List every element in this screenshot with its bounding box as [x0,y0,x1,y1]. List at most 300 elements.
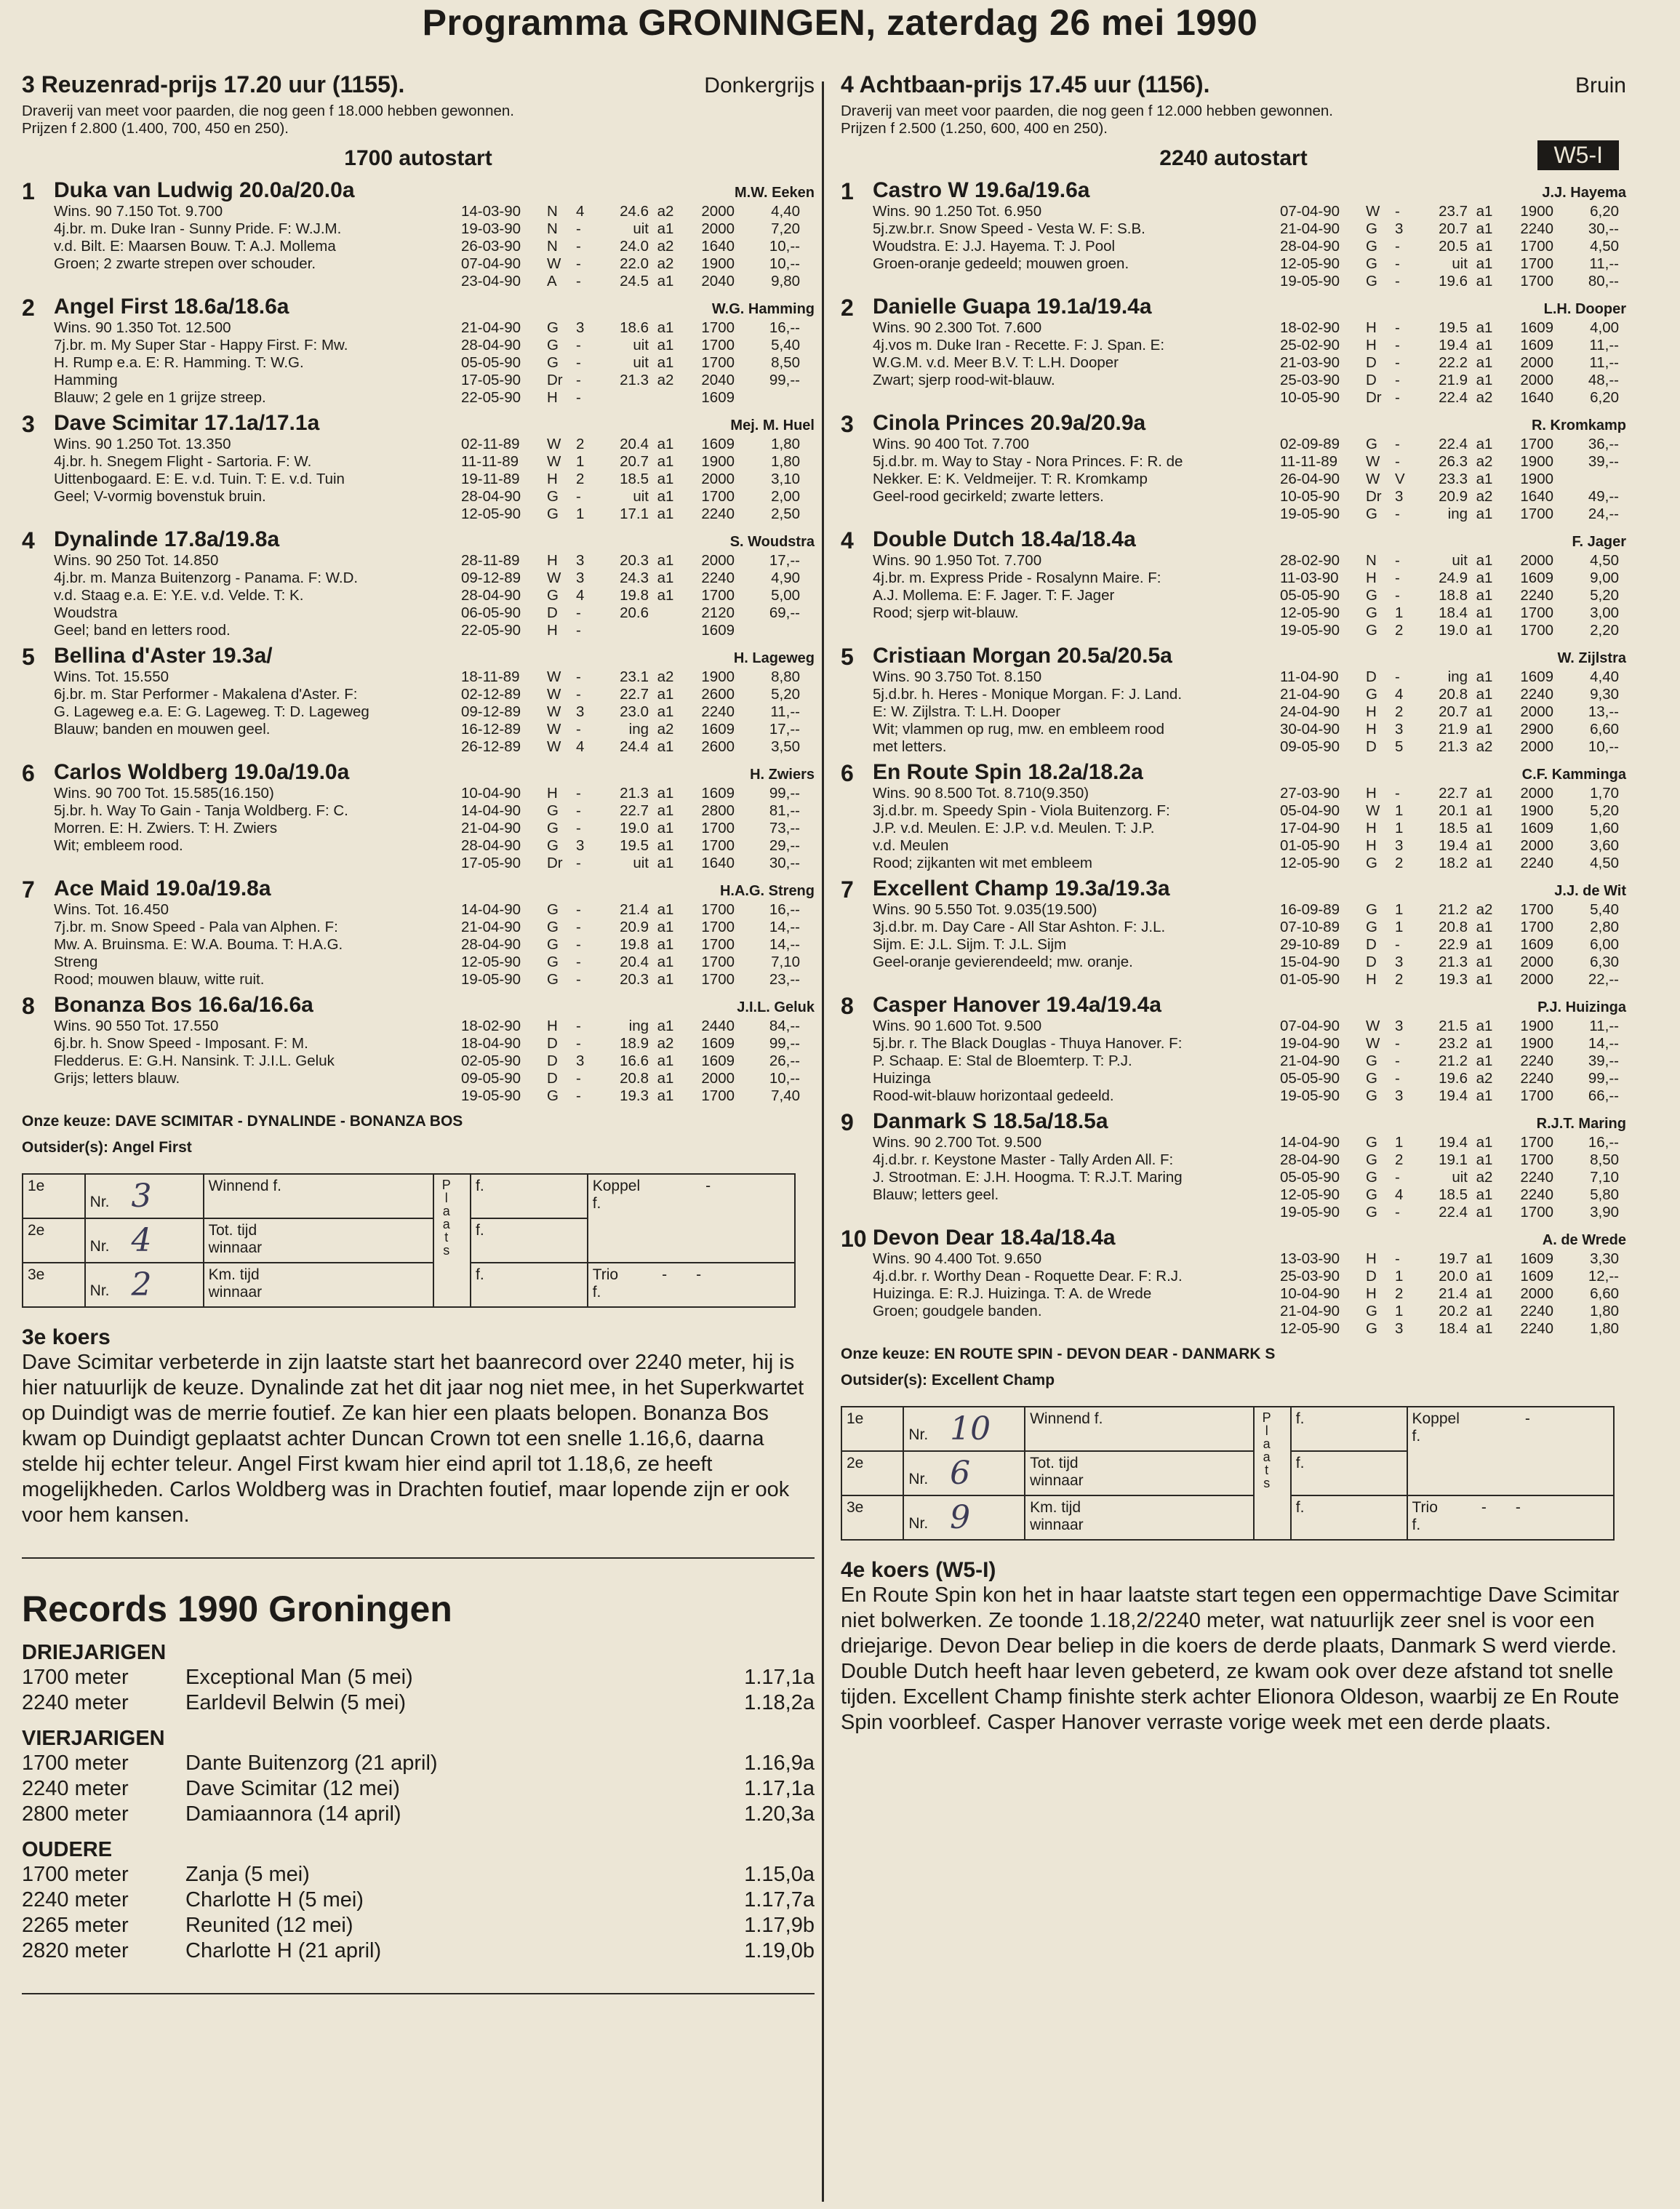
start-odds: 12,-- [1588,1268,1619,1285]
start-odds: 9,30 [1590,686,1619,703]
horse-info-line: Grijs; letters blauw. [54,1070,180,1087]
horse-number: 1 [841,178,854,204]
number-cell [903,1495,1025,1540]
start-odds: 11,-- [1589,354,1619,371]
winner-label: Winnend f. [208,1178,281,1194]
start-place: - [576,802,581,819]
start-time: 24.5 [620,273,649,289]
start-time: 19.3 [620,1087,649,1104]
horse-driver: R. Kromkamp [1531,418,1626,434]
start-distance: 1700 [1520,1087,1553,1104]
start-odds: 6,00 [1590,936,1619,953]
start-place: V [1395,471,1405,487]
start-track: H [1366,971,1377,988]
horse-driver: J.I.L. Geluk [737,999,815,1015]
start-odds: 8,50 [1590,1151,1619,1168]
page-title: Programma GRONINGEN, zaterdag 26 mei 1990 [422,2,1258,43]
start-date: 15-04-90 [1280,954,1340,970]
start-code: a2 [1476,1070,1493,1087]
horse-info-line: Wins. 90 2.700 Tot. 9.500 [873,1134,1042,1151]
start-odds: 1,60 [1590,820,1619,836]
start-track: G [547,587,559,604]
record-time: 1.17,1a [744,1777,815,1800]
start-time: 21.9 [1439,372,1468,388]
start-time: ing [1447,506,1468,522]
start-row [1280,802,1626,820]
horse-name-row [873,876,1626,901]
start-odds: 7,10 [771,954,800,970]
trio-row [1412,1499,1609,1517]
start-distance: 1900 [701,668,735,685]
start-odds: 4,50 [1590,238,1619,255]
handwritten-number: 6 [950,1455,971,1492]
horse-body [873,411,1626,523]
horse-info [873,785,1280,872]
horse-details [873,436,1626,523]
start-place: - [1395,372,1400,388]
start-odds: 14,-- [769,919,800,935]
start-place: - [576,1070,581,1087]
horse-info-line: 4j.br. h. Snegem Flight - Sartoria. F: W. [54,453,312,470]
start-distance: 2600 [701,738,735,755]
start-time: 22.2 [1439,354,1468,371]
start-date: 12-05-90 [1280,855,1340,871]
horse-number: 5 [841,644,854,670]
start-time: 18.5 [620,471,649,487]
record-holder: Dante Buitenzorg (21 april) [185,1751,438,1775]
nr-label: Nr. [89,1194,110,1210]
horse-name-row [873,411,1626,436]
start-code: a1 [657,1018,674,1034]
start-odds: 22,-- [1588,971,1619,988]
start-date: 28-04-90 [461,837,521,854]
start-date: 05-05-90 [1280,1169,1340,1186]
race-commentary-title: 3e koers [22,1325,111,1349]
start-row [461,453,815,471]
start-track: W [1366,1018,1380,1034]
start-code: a1 [657,971,674,988]
start-place: - [576,354,581,371]
horse-info-line: Geel-rood gecirkeld; zwarte letters. [873,488,1104,505]
horse-name: Double Dutch 18.4a/18.4a [873,527,1136,551]
recent-starts [1280,552,1626,639]
start-place: 3 [1395,1087,1404,1104]
record-distance: 2800 meter [22,1802,129,1826]
start-row [461,901,815,919]
outsiders: Outsider(s): Angel First [22,1139,192,1156]
race-conditions [22,103,815,137]
record-holder: Reunited (12 mei) [185,1914,353,1937]
start-time: 19.8 [620,936,649,953]
start-distance: 2240 [701,506,735,522]
recent-starts [461,203,815,290]
start-date: 25-02-90 [1280,337,1340,353]
start-place: - [576,604,581,621]
start-row [461,354,815,372]
start-distance: 1700 [1520,1204,1553,1221]
start-code: a2 [1476,389,1493,406]
start-code: a1 [1476,319,1493,336]
start-odds: 1,80 [771,436,800,452]
start-track: G [1366,238,1377,255]
start-track: D [547,1035,558,1052]
start-distance: 1700 [1520,919,1553,935]
start-row [1280,1303,1626,1320]
horse-info [54,552,461,639]
start-distance: 2000 [1520,1285,1553,1302]
start-date: 18-02-90 [1280,319,1340,336]
horse-info [54,203,461,290]
horse-body [873,1226,1626,1338]
start-distance: 2240 [1520,1070,1553,1087]
start-odds [735,389,800,407]
start-date: 22-05-90 [461,389,521,406]
koppel-f: f. [592,1195,601,1212]
start-distance: 2000 [1520,785,1553,802]
start-code: a1 [1476,936,1493,953]
start-code: a1 [657,686,674,703]
horse-name: Bellina d'Aster 19.3a/ [54,644,273,668]
record-row [22,1690,815,1716]
start-time: 20.9 [620,919,649,935]
start-date: 29-10-89 [1280,936,1340,953]
start-code: a2 [1476,453,1493,470]
start-track: N [547,238,558,255]
horse-name: Castro W 19.6a/19.6a [873,178,1090,202]
horse-info-line: 5j.zw.br.r. Snow Speed - Vesta W. F: S.B. [873,220,1145,237]
start-time: 20.1 [1439,802,1468,819]
start-row [1280,255,1626,273]
result-row [23,1263,795,1307]
start-row [1280,703,1626,721]
start-date: 28-04-90 [461,337,521,353]
record-distance: 1700 meter [22,1751,129,1775]
start-place: 2 [1395,622,1404,639]
start-odds: 2,00 [771,488,800,505]
horse-number: 2 [22,295,35,321]
start-odds: 3,50 [771,738,800,755]
horse-info-line: Morren. E: H. Zwiers. T: H. Zwiers [54,820,278,836]
start-place: - [576,855,581,871]
horse-name: En Route Spin 18.2a/18.2a [873,760,1143,784]
start-code: a1 [1476,354,1493,371]
start-row [461,971,815,988]
start-date: 01-05-90 [1280,971,1340,988]
start-row [461,622,815,639]
horse-info-line: 4j.br. m. Express Pride - Rosalynn Maire. F: [873,570,1161,586]
start-place: 3 [576,1052,585,1069]
start-track: G [1366,686,1377,703]
start-track: D [1366,354,1377,371]
start-place: 2 [576,471,585,487]
horse-driver: H.A.G. Streng [719,883,815,899]
start-track: D [547,1052,558,1069]
horse-info-line: J.P. v.d. Meulen. E: J.P. v.d. Meulen. T: J.P. [873,820,1155,836]
record-distance: 2240 meter [22,1777,129,1800]
horse-details [873,1250,1626,1338]
start-code: a1 [1476,837,1493,854]
start-track: G [1366,622,1377,639]
horse-body [54,876,815,988]
record-time: 1.17,7a [744,1888,815,1912]
start-place: - [576,785,581,802]
start-time: 20.8 [620,1070,649,1087]
start-type [841,142,1626,171]
horse-entry [22,644,815,756]
start-track: G [1366,1151,1377,1168]
condition-line: Prijzen f 2.500 (1.250, 600, 400 en 250). [841,120,1108,137]
horse-driver: R.J.T. Maring [1536,1116,1626,1132]
horse-entry [22,760,815,872]
horse-body [54,411,815,523]
start-distance: 2000 [701,471,735,487]
horse-info-line: Hamming [54,372,118,388]
start-date: 05-05-90 [461,354,521,371]
start-code: a1 [1476,971,1493,988]
start-date: 27-03-90 [1280,785,1340,802]
start-time: 20.9 [1439,488,1468,505]
start-date: 19-05-90 [461,1087,521,1104]
start-time: 24.9 [1439,570,1468,586]
start-row [1280,1204,1626,1221]
start-odds: 10,-- [769,238,800,255]
result-table [841,1406,1615,1541]
start-code: a1 [1476,337,1493,353]
start-time [598,622,649,639]
horse-info-line: Wins. 90 5.550 Tot. 9.035(19.500) [873,901,1097,918]
start-row [1280,389,1626,407]
horse-driver: S. Woudstra [729,534,815,550]
trio-dash: - [1481,1499,1487,1516]
condition-line: Draverij van meet voor paarden, die nog geen f 18.000 hebben gewonnen. [22,103,514,119]
start-row [461,802,815,820]
start-time: 19.8 [620,587,649,604]
start-odds: 11,-- [1589,1018,1619,1034]
horse-info-line: Wins. 90 250 Tot. 14.850 [54,552,219,569]
start-place: 3 [1395,837,1404,854]
start-row [1280,919,1626,936]
start-code: a1 [657,552,674,569]
start-odds: 30,-- [769,855,800,871]
horse-driver: P.J. Huizinga [1537,999,1626,1015]
start-place: - [1395,273,1400,289]
f-cell: f. [1291,1407,1407,1451]
recent-starts [461,785,815,872]
start-odds: 6,20 [1590,389,1619,406]
start-row [1280,488,1626,506]
start-row [461,738,815,756]
horse-entry [841,1109,1626,1221]
start-code: a1 [1476,552,1493,569]
start-time: 19.6 [1439,273,1468,289]
horse-name: Dave Scimitar 17.1a/17.1a [54,411,320,435]
start-odds: 81,-- [769,802,800,819]
horse-body [873,644,1626,756]
start-distance: 2240 [701,570,735,586]
horse-entry [22,876,815,988]
start-time: 19.0 [1439,622,1468,639]
horse-name-row [54,760,815,785]
recent-starts [1280,1134,1626,1221]
start-track: W [547,436,561,452]
start-row [461,570,815,587]
race-color: Donkergrijs [704,73,815,97]
start-distance: 1700 [701,587,735,604]
start-date: 14-04-90 [1280,1134,1340,1151]
start-time: uit [633,488,649,505]
start-distance: 1640 [701,855,735,871]
start-code: a1 [657,220,674,237]
start-odds: 1,80 [1590,1320,1619,1337]
start-time: 22.0 [620,255,649,272]
start-code: a1 [1476,203,1493,220]
start-distance: 1700 [1520,238,1553,255]
start-distance: 1609 [1520,319,1553,336]
start-date: 21-04-90 [461,919,521,935]
start-row [461,855,815,872]
horse-info [873,1134,1280,1221]
trio-dash2: - [1515,1499,1521,1516]
start-place: - [1395,1070,1400,1087]
start-row [1280,552,1626,570]
horse-info-line: Streng [54,954,98,970]
start-row [1280,837,1626,855]
start-date: 21-04-90 [1280,220,1340,237]
start-distance: 1609 [701,436,735,452]
nr-label: Nr. [908,1471,929,1487]
start-track: G [547,488,559,505]
start-date: 28-04-90 [461,488,521,505]
horse-name: Devon Dear 18.4a/18.4a [873,1226,1116,1250]
start-date: 18-02-90 [461,1018,521,1034]
start-place: - [576,488,581,505]
horse-info-line: 3j.d.br. m. Day Care - All Star Ashton. F: J.L. [873,919,1166,935]
horse-info-line: Wit; vlammen op rug, mw. en embleem rood [873,721,1165,738]
start-row [1280,273,1626,290]
start-odds [735,622,800,639]
start-time: 20.7 [1439,220,1468,237]
start-track: H [1366,837,1377,854]
result-label [1025,1451,1254,1495]
start-odds: 9,00 [1590,570,1619,586]
horse-details [54,436,815,523]
start-time: 19.1 [1439,1151,1468,1168]
start-row [461,954,815,971]
start-row [1280,220,1626,238]
horse-info-line: E: W. Zijlstra. T: L.H. Dooper [873,703,1061,720]
start-row [1280,668,1626,686]
start-place: - [576,220,581,237]
start-distance: 2000 [1520,971,1553,988]
horse-info-line: v.d. Bilt. E: Maarsen Bouw. T: A.J. Mollema [54,238,336,255]
start-time: 20.7 [1439,703,1468,720]
plaats-label: Plaats [439,1178,454,1256]
start-odds: 36,-- [1588,436,1619,452]
start-track: G [1366,255,1377,272]
horse-number: 1 [22,178,35,204]
place-label: 1e [23,1174,85,1218]
result-row [841,1407,1614,1451]
start-row [1280,785,1626,802]
start-place: - [576,1087,581,1104]
start-odds: 4,00 [1590,319,1619,336]
start-track: H [1366,820,1377,836]
start-date: 11-11-89 [1280,453,1338,470]
start-odds: 3,90 [1590,1204,1619,1221]
start-track: G [547,1087,559,1104]
horse-name: Angel First 18.6a/18.6a [54,295,289,319]
start-distance: 2000 [1520,354,1553,371]
start-odds: 26,-- [769,1052,800,1069]
start-place: - [1395,255,1400,272]
start-code: a1 [1476,954,1493,970]
horse-entry [841,644,1626,756]
horse-name: Cinola Princes 20.9a/20.9a [873,411,1146,435]
total-time-label: Tot. tijd [208,1222,257,1239]
start-track: W [547,453,561,470]
start-date: 12-05-90 [1280,255,1340,272]
start-odds: 2,50 [771,506,800,522]
start-time: 23.7 [1439,203,1468,220]
start-date: 26-12-89 [461,738,521,755]
start-place: - [1395,1052,1400,1069]
plaats-label: Plaats [1259,1410,1274,1489]
start-place: - [1395,936,1400,953]
start-row [1280,1151,1626,1169]
start-track: G [1366,1070,1377,1087]
start-place: - [576,1018,581,1034]
recent-starts [461,668,815,756]
record-holder: Dave Scimitar (12 mei) [185,1777,400,1800]
horse-name-row [873,993,1626,1018]
horse-info-line: H. Rump e.a. E: R. Hamming. T: W.G. [54,354,304,371]
horse-body [873,876,1626,988]
start-time: 23.3 [1439,471,1468,487]
trio-cell [1407,1495,1615,1540]
place-label: 1e [841,1407,903,1451]
record-distance: 2265 meter [22,1914,129,1937]
start-date: 09-05-90 [461,1070,521,1087]
start-row [1280,506,1626,523]
start-time: 18.5 [1439,820,1468,836]
start-code: a1 [657,337,674,353]
records-divider [22,1557,815,1559]
start-row [461,203,815,220]
start-track: G [547,837,559,854]
start-place: - [576,668,581,685]
start-row [1280,1087,1626,1105]
start-row [1280,1018,1626,1035]
start-place: - [1395,1250,1400,1267]
start-code: a1 [1476,785,1493,802]
start-track: W [547,668,561,685]
start-distance: 2000 [1520,372,1553,388]
horse-number: 3 [22,411,35,437]
start-time: 19.4 [1439,1134,1468,1151]
place-label: 3e [841,1495,903,1540]
start-distance: 2240 [1520,1052,1553,1069]
start-place: 3 [1395,954,1404,970]
horse-details [54,319,815,407]
horse-name-row [873,1226,1626,1250]
start-time: 20.2 [1439,1303,1468,1319]
recent-starts [461,436,815,523]
start-date: 19-05-90 [1280,506,1340,522]
record-time: 1.19,0b [744,1939,815,1962]
horse-info-line: 3j.d.br. m. Speedy Spin - Viola Buitenzorg. F: [873,802,1170,819]
record-time: 1.20,3a [744,1802,815,1826]
horse-info [873,1018,1280,1105]
